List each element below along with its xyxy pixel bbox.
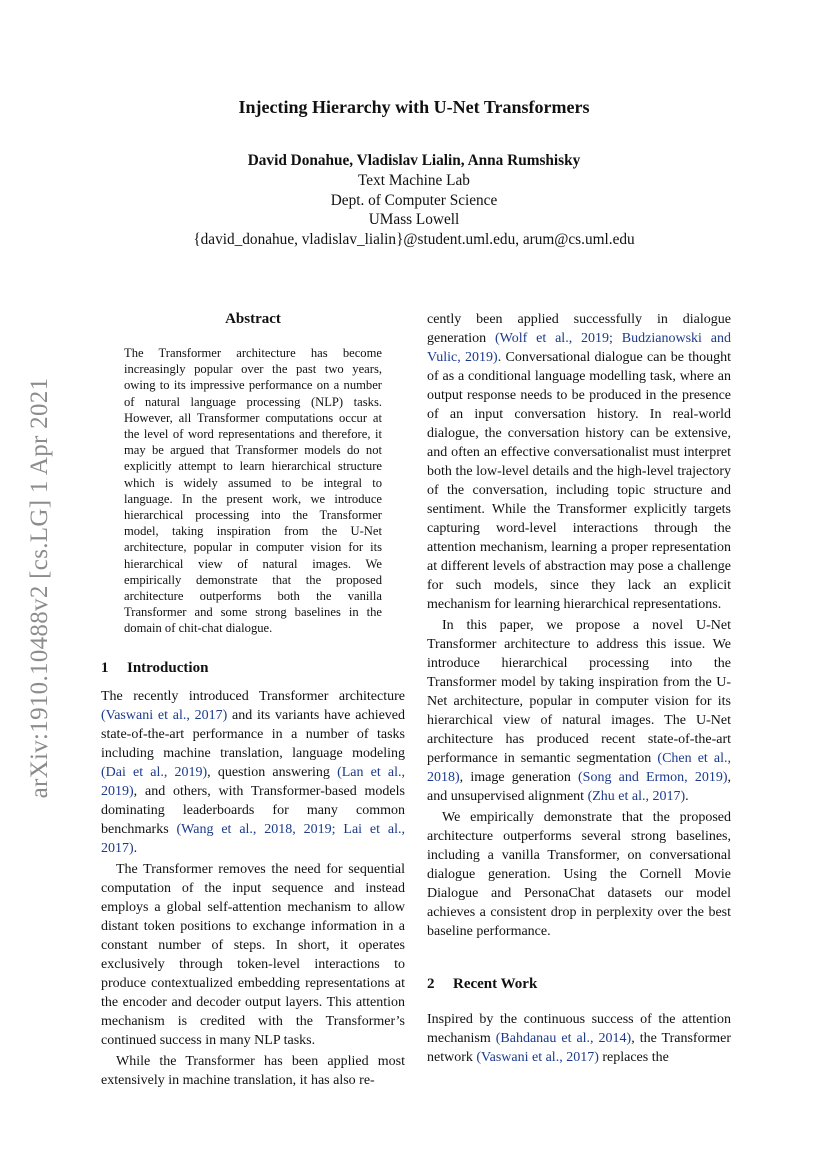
section-title: Recent Work bbox=[453, 976, 538, 992]
text-run: Inspired by the continuous success of the attention mechanism bbox=[427, 1012, 731, 1046]
right-column-body bbox=[427, 310, 731, 941]
section-title: Introduction bbox=[127, 660, 209, 676]
citation-link[interactable]: (Wang et al., 2018, 2019; Lai et al., 2017) bbox=[101, 822, 405, 856]
citation-link[interactable]: (Song and Ermon, 2019) bbox=[578, 770, 728, 785]
intro-paragraph-3-continued bbox=[427, 310, 731, 614]
citation-link[interactable]: (Chen et al., 2018) bbox=[427, 751, 732, 785]
text-run: , and unsupervised alignment bbox=[427, 770, 731, 804]
intro-paragraph-4 bbox=[427, 616, 731, 806]
citation-link[interactable]: (Lan et al., 2019) bbox=[101, 765, 405, 799]
citation-link[interactable]: (Vaswani et al., 2017) bbox=[101, 708, 228, 723]
section-number: 2 bbox=[427, 976, 435, 992]
text-run: The recently introduced Transformer architecture bbox=[101, 689, 405, 704]
text-run: . bbox=[685, 789, 689, 804]
section-heading-recent-work bbox=[427, 976, 537, 993]
abstract-heading: Abstract bbox=[225, 311, 281, 327]
text-run: , question answering bbox=[207, 765, 338, 780]
citation-link[interactable]: (Wolf et al., 2019; Budzianowski and Vulic, 2019) bbox=[427, 331, 731, 365]
text-run: replaces the bbox=[598, 1050, 669, 1065]
recent-work-paragraph-1 bbox=[427, 1010, 731, 1067]
text-run: . Conversational dialogue can be thought of as a conditional language modelling task, where an output response needs to be produced in the presence of an input conversation history. In real-world dialogue, the conversation history can be extensive, and often an effective conversationalist must interpret both the low-level details and the high-level trajectory of the conversation, including topic structure and sentiment. While the Transformer explicitly targets capturing word-level interactions through the attention mechanism, learning a proper representation at different levels of abstraction may pose a challenge for such models, since they lack an explicit mechanism for learning hierarchical representations. bbox=[427, 350, 731, 612]
left-column-body bbox=[101, 687, 405, 1090]
citation-link[interactable]: (Bahdanau et al., 2014) bbox=[495, 1031, 632, 1046]
affiliation-lab: Text Machine Lab bbox=[358, 172, 470, 189]
author-list: David Donahue, Vladislav Lialin, Anna Rumshisky bbox=[247, 152, 581, 169]
intro-paragraph-5: We empirically demonstrate that the proposed architecture outperforms several strong baselines, including a vanilla Transformer, on conversational dialogue generation. Using the Cornell Movie Dialogue and PersonaChat datasets our model achieves a consistent drop in perplexity over the best baseline performance. bbox=[427, 810, 731, 939]
recent-work-body bbox=[427, 1010, 731, 1067]
text-run: cently been applied successfully in dialogue generation bbox=[427, 312, 731, 346]
section-number: 1 bbox=[101, 660, 109, 676]
author-emails: {david_donahue, vladislav_lialin}@student.uml.edu, arum@cs.uml.edu bbox=[193, 231, 635, 248]
citation-link[interactable]: (Dai et al., 2019) bbox=[101, 765, 208, 780]
text-run: In this paper, we propose a novel U-Net Transformer architecture to address this issue. We introduce hierarchical processing into the Transformer model by taking inspiration from the U-Net architecture, popular in computer vision for its hierarchical view of natural images. The U-Net architecture has produced recent state-of-the-art performance in semantic segmentation bbox=[427, 618, 731, 766]
abstract-text: The Transformer architecture has become increasingly popular over the past two years, owing to its impressive performance on a number of natural language processing (NLP) tasks. However, all Transformer computations occur at the level of word representations and therefore, it may be argued that Transformer models do not explicitly attempt to learn hierarchical structure which is widely assumed to be integral to language. In the present work, we introduce hierarchical processing into the Transformer model, taking inspiration from the U-Net architecture, popular in computer vision for its hierarchical view of natural images. We empirically demonstrate that the proposed architecture outperforms both the vanilla Transformer and some strong baselines in the domain of chit-chat dialogue. bbox=[124, 346, 382, 636]
section-heading-introduction bbox=[101, 660, 208, 677]
paper-title: Injecting Hierarchy with U-Net Transformers bbox=[238, 97, 590, 117]
affiliation-department: Dept. of Computer Science bbox=[330, 192, 498, 209]
text-run: , and others, with Transformer-based models dominating leaderboards for many common benchmarks bbox=[101, 784, 405, 837]
citation-link[interactable]: (Zhu et al., 2017) bbox=[587, 789, 686, 804]
intro-paragraph-1 bbox=[101, 687, 405, 858]
arxiv-identifier-stamp: arXiv:1910.10488v2 [cs.LG] 1 Apr 2021 bbox=[26, 377, 53, 799]
citation-link[interactable]: (Vaswani et al., 2017) bbox=[476, 1050, 599, 1065]
intro-paragraph-3: While the Transformer has been applied most extensively in machine translation, it has also re- bbox=[101, 1054, 405, 1088]
intro-paragraph-2: The Transformer removes the need for sequential computation of the input sequence and instead employs a global self-attention mechanism to allow distant token positions to exchange information in a constant number of steps. In short, it operates exclusively through token-level interactions to produce contextualized embedding representations at the encoder and decoder output layers. This attention mechanism is credited with the Transformer’s continued success in many NLP tasks. bbox=[101, 862, 405, 1048]
text-run: and its variants have achieved state-of-the-art performance in a number of tasks including machine translation, language modeling bbox=[101, 708, 406, 761]
text-run: , the Transformer network bbox=[427, 1031, 732, 1065]
text-run: . bbox=[133, 841, 138, 856]
affiliation-university: UMass Lowell bbox=[368, 211, 460, 228]
text-run: , image generation bbox=[459, 770, 579, 785]
